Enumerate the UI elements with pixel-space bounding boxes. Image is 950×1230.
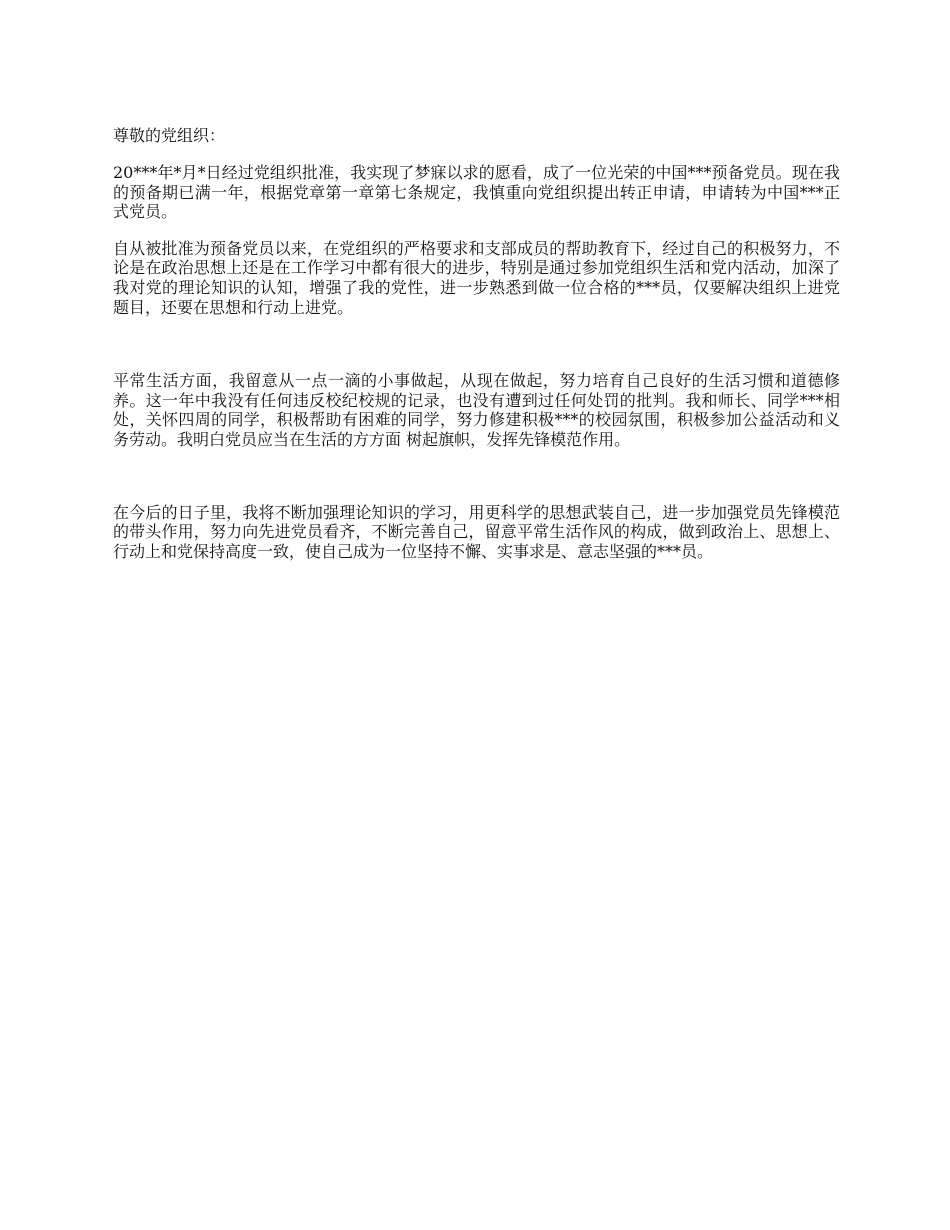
paragraph-daily-life: 平常生活方面，我留意从一点一滴的小事做起，从现在做起，努力培育自己良好的生活习惯和道德修养。这一年中我没有任何违反校纪校规的记录，也没有遭到过任何处罚的批判。我和师长、同学***相处，关怀四周的同学，积极帮助有困难的同学，努力修建积极***的校园氛围，积极参加公益活动和义务劳动。我明白党员应当在生活的方方面 树起旗帜，发挥先锋模范作用。 bbox=[113, 371, 840, 449]
paragraph-application: 20***年*月*日经过党组织批准，我实现了梦寐以求的愿看，成了一位光荣的中国***预备党员。现在我的预备期已满一年，根据党章第一章第七条规定，我慎重向党组织提出转正申请，申请转为中国***正式党员。 bbox=[113, 163, 840, 222]
paragraph-future-plans: 在今后的日子里，我将不断加强理论知识的学习，用更科学的思想武装自己，进一步加强党员先锋模范的带头作用，努力向先进党员看齐，不断完善自己，留意平常生活作风的构成，做到政治上、思想上、行动上和党保持高度一致，使自己成为一位坚持不懈、实事求是、意志坚强的***员。 bbox=[113, 502, 840, 561]
paragraph-progress: 自从被批准为预备党员以来，在党组织的严格要求和支部成员的帮助教育下，经过自己的积极努力，不论是在政治思想上还是在工作学习中都有很大的进步，特别是通过参加党组织生活和党内活动，加深了我对党的理论知识的认知，增强了我的党性，进一步熟悉到做一位合格的***员，仅要解决组织上进党题目，还要在思想和行动上进党。 bbox=[113, 238, 840, 317]
salutation: 尊敬的党组织： bbox=[113, 126, 226, 145]
document-page bbox=[113, 126, 840, 561]
